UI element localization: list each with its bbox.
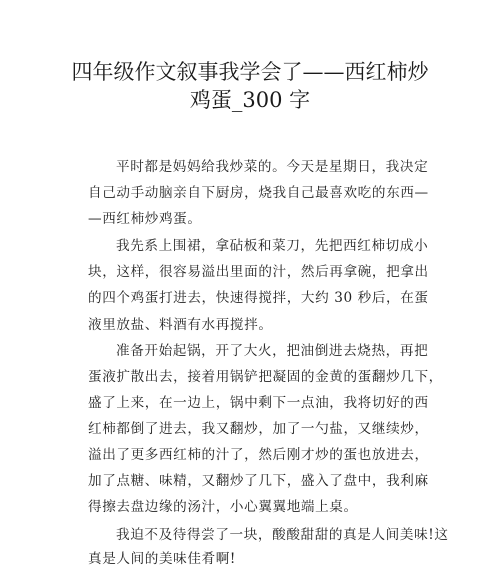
paragraph-1-line-1: 平时都是妈妈给我炒菜的。今天是星期日，我决定	[116, 159, 429, 175]
paragraph-3-line-1: 准备开始起锅，开了大火，把油倒进去烧热，再把	[116, 343, 429, 359]
paragraph-1-line-3: —西红柿炒鸡蛋。	[88, 211, 202, 227]
paragraph-4-line-2: 真是人间的美味佳肴啊!	[88, 551, 236, 566]
paragraph-3-line-6: 加了点糖、味精，又翻炒了几下，盛入了盘中，我利麻	[88, 473, 429, 489]
paragraph-3-line-7: 得擦去盘边缘的汤汁，小心翼翼地端上桌。	[88, 499, 358, 515]
paragraph-2-line-3: 的四个鸡蛋打进去，快速得搅拌，大约 30 秒后，在蛋	[88, 290, 429, 306]
paragraph-3-line-3: 盛了上来，在一边上，锅中剩下一点油，我将切好的西	[88, 395, 429, 411]
paragraph-4-line-1: 我迫不及待得尝了一块，酸酸甜甜的真是人间美味!这	[116, 527, 449, 543]
paragraph-2-line-2: 块，这样，很容易溢出里面的汁，然后再拿碗，把拿出	[88, 264, 429, 280]
paragraph-3-line-2: 蛋液扩散出去，接着用锅铲把凝固的金黄的蛋翻炒几下，	[88, 369, 443, 385]
paragraph-3-line-5: 溢出了更多西红柿的汁了，然后刚才炒的蛋也放进去，	[88, 447, 429, 463]
document-title-line-1: 四年级作文叙事我学会了——西红柿炒	[71, 60, 429, 84]
paragraph-2-line-4: 液里放盐、料酒有水再搅拌。	[88, 317, 273, 333]
paragraph-2-line-1: 我先系上围裙，拿砧板和菜刀，先把西红柿切成小	[116, 238, 429, 254]
document-title-line-2: 鸡蛋_300 字	[189, 88, 311, 112]
paragraph-3-line-4: 红柿都倒了进去，我又翻炒，加了一勺盐，又继续炒，	[88, 421, 429, 437]
paragraph-1-line-2: 自己动手动脑亲自下厨房，烧我自己最喜欢吃的东西—	[88, 185, 429, 201]
